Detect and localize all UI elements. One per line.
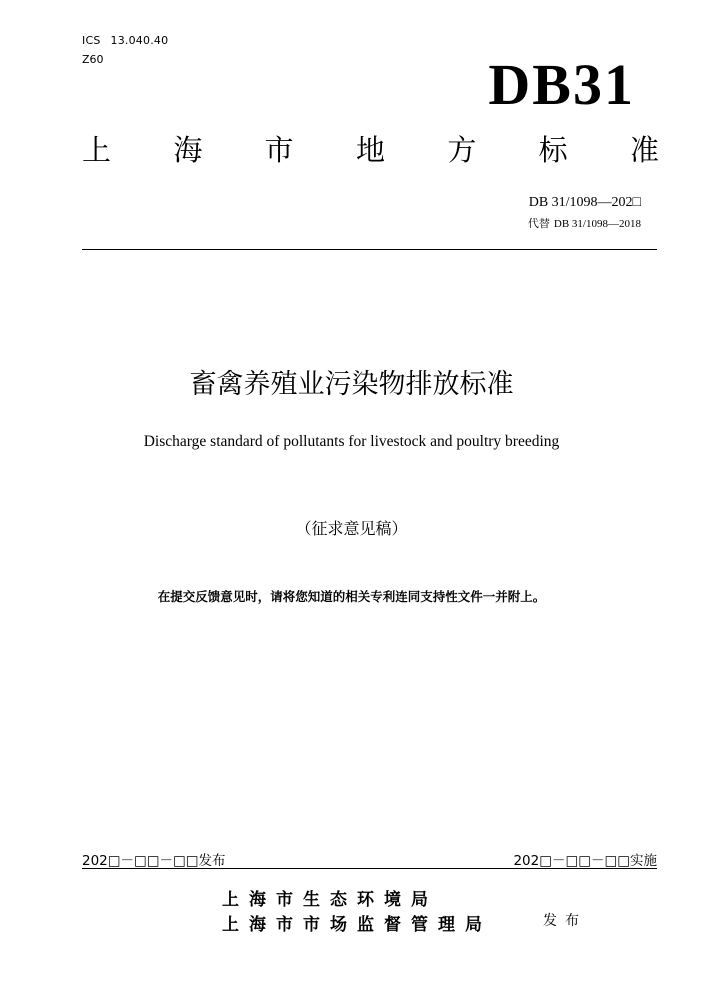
header-divider [82,249,657,250]
issuer-ecology-bureau: 上海市生态环境局 [222,890,438,910]
level-char: 方 [447,133,477,167]
replaces-line [528,215,641,231]
ccs-code: Z60 [82,53,104,66]
replaces-label: 代替 [527,217,550,230]
level-char: 准 [629,133,659,167]
ics-line [82,34,168,47]
standard-number: DB 31/1098—202□ [528,195,641,210]
level-char: 标 [538,133,568,167]
implementation-date: 202□－□□－□□实施 [513,853,657,869]
footer-divider [82,868,657,869]
title-english: Discharge standard of pollutants for livestock and poultry breeding [143,433,560,450]
issue-date: 202□－□□－□□发布 [82,853,226,869]
ics-label: ICS [82,34,101,47]
title-chinese: 畜禽养殖业污染物排放标准 [189,369,514,400]
publish-label: 发布 [543,913,587,929]
ics-code: 13.040.40 [110,34,169,47]
level-char: 上 [82,133,112,167]
standard-logo: DB31 [488,52,635,117]
level-char: 海 [173,133,203,167]
issuer-market-bureau: 上海市市场监督管理局 [222,915,492,935]
draft-status: （征求意见稿） [295,519,408,538]
standard-level-title [82,133,659,167]
level-char: 地 [355,133,385,167]
patent-notice: 在提交反馈意见时，请将您知道的相关专利连同支持性文件一并附上。 [157,589,546,604]
level-char: 市 [264,133,294,167]
replaces-number: DB 31/1098—2018 [553,218,641,230]
